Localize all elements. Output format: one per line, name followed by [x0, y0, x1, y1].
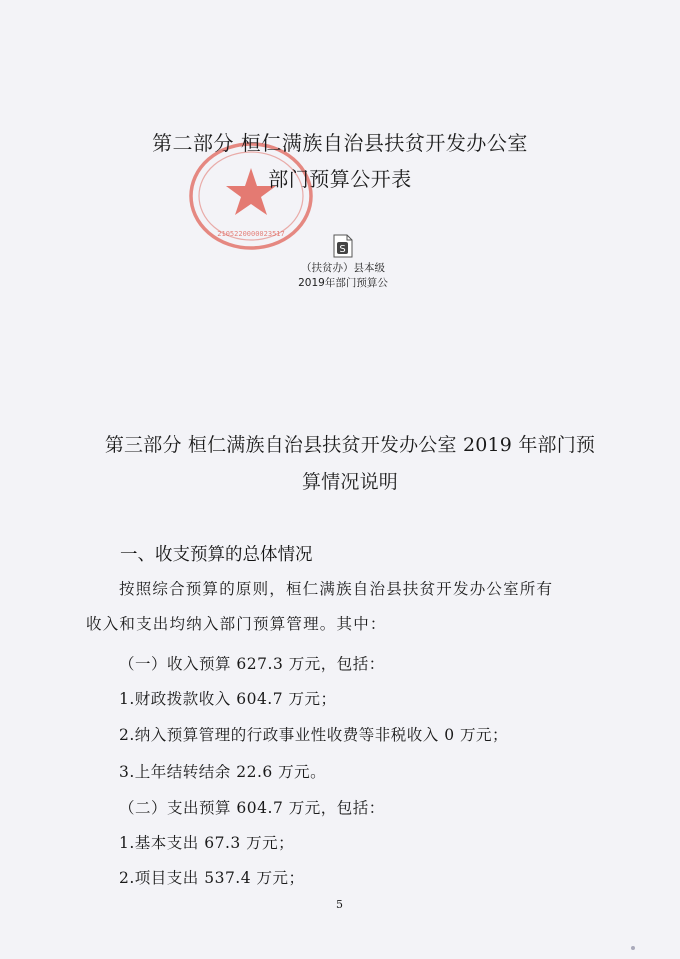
spreadsheet-file-icon	[332, 234, 354, 258]
attachment-name-line1: （扶贫办）县本级	[301, 262, 385, 274]
paragraph-line1: 按照综合预算的原则，桓仁满族自治县扶贫开发办公室所有	[119, 580, 554, 598]
part2-title-line2: 部门预算公开表	[268, 167, 412, 191]
svg-text:S: S	[339, 244, 346, 255]
income-item-2: 2.纳入预算管理的行政事业性收费等非税收入 0 万元；	[119, 726, 509, 744]
paragraph-line2: 收入和支出均纳入部门预算管理。其中：	[86, 615, 387, 633]
embedded-attachment[interactable]	[288, 234, 398, 291]
part3-title-line2: 算情况说明	[301, 471, 398, 493]
scan-speck	[631, 946, 635, 950]
expense-item-1: 1.基本支出 67.3 万元；	[119, 834, 295, 852]
income-item-1: 1.财政拨款收入 604.7 万元；	[119, 690, 337, 708]
income-item-3: 3.上年结转结余 22.6 万元。	[119, 763, 327, 781]
expense-item-2: 2.项目支出 537.4 万元；	[119, 869, 305, 887]
section1-heading: 一、收支预算的总体情况	[120, 545, 313, 565]
part3-title-line1: 第三部分 桓仁满族自治县扶贫开发办公室 2019 年部门预	[104, 434, 596, 456]
expense-heading: （二）支出预算 604.7 万元，包括：	[119, 799, 385, 817]
income-heading: （一）收入预算 627.3 万元，包括：	[119, 655, 385, 673]
seal-code: 2105220000023517	[217, 230, 285, 238]
page-number: 5	[336, 898, 343, 911]
part2-title-line1: 第二部分 桓仁满族自治县扶贫开发办公室	[152, 131, 528, 155]
attachment-name-line2: 2019年部门预算公	[298, 277, 388, 289]
